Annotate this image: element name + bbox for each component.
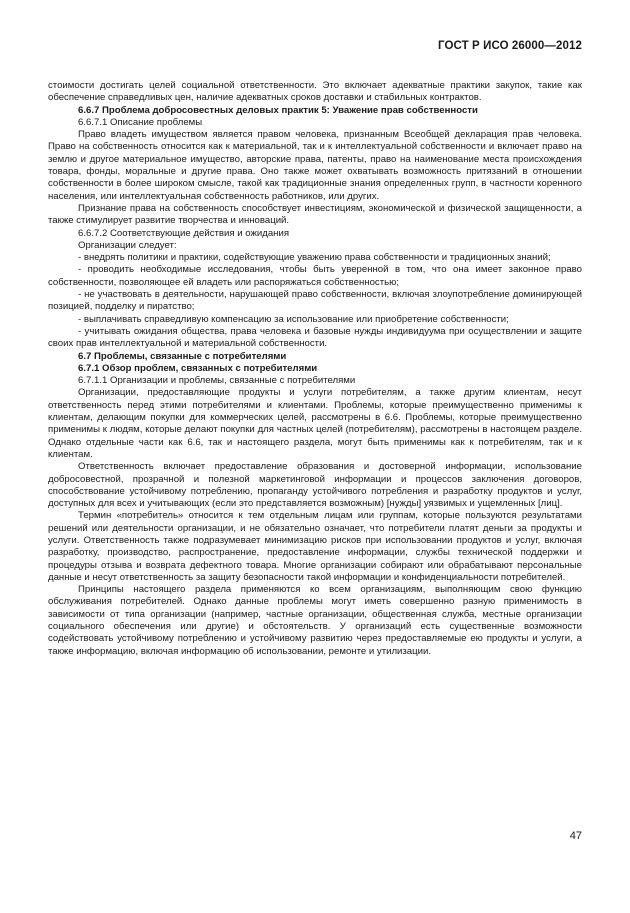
subsection-title: 6.7.1.1 Организации и проблемы, связанные с потребителями	[78, 375, 356, 387]
section-heading-6-7-1: 6.7.1 Обзор проблем, связанных с потребителями	[78, 362, 318, 374]
page-body	[48, 80, 582, 658]
paragraph: Термин «потребитель» относится к тем отдельным лицам или группам, которые пользуются результатами решений или деятельности организации, и не обязательно означает, что потребители платят деньги за продукты и услуги. Ответственность также подразумевает минимизацию рисков при использовании продуктов и услуг, включая разработку, производство, распространение, предоставление информации, службы технической поддержки и процедуры отзыва и возврата дефектного товара. Многие организации собирают или обрабатывают персональные данные и несут ответственность за защиту безопасности такой информации и конфиденциальности потребителей.	[48, 510, 582, 583]
list-item: - выплачивать справедливую компенсацию за использование или приобретение собственности;	[78, 313, 509, 325]
paragraph: Признание права на собственность способствует инвестициям, экономической и физической защищенности, а также стимулирует развитие творчества и инноваций.	[48, 202, 582, 227]
page-number: 47	[569, 830, 582, 842]
standard-header: ГОСТ Р ИСО 26000—2012	[437, 40, 582, 52]
paragraph: Организации, предоставляющие продукты и услуги потребителям, а также другим клиентам, несут ответственность перед этими потребителями и клиентами. Проблемы, которые преимущественно применимы к клиентам, делающим покупки для коммерческих целей, рассмотрены в 6.6. Проблемы, которые преимущественно применимы к людям, которые делают покупки для частных целей (потребителям), рассмотрены в настоящем разделе. Однако отдельные части как 6.6, так и настоящего раздела, могут быть применимы как к потребителям, так и к клиентам.	[48, 387, 582, 460]
section-heading-6-6-7: 6.6.7 Проблема добросовестных деловых практик 5: Уважение прав собственности	[78, 104, 478, 116]
list-item: - не участвовать в деятельности, нарушающей право собственности, включая злоупотребление доминирующей позицией, подделку и пиратство;	[48, 289, 582, 313]
list-item: - внедрять политики и практики, содействующие уважению права собственности и традиционных знаний;	[78, 252, 551, 264]
subsection-title: 6.6.7.2 Соответствующие действия и ожидания	[78, 227, 290, 239]
paragraph: Принципы настоящего раздела применяются ко всем организациям, выполняющим свою функцию обслуживания потребителей. Однако данные проблемы могут иметь совершенно разную применимость в зависимости от типа организации (например, частные организации, общественная служба, местные организации социального обеспечения или другие) и обстоятельств. У организаций есть существенные возможности содействовать устойчивому потреблению и устойчивому развитию через предоставляемые ею продукты и услуги, а также информацию, включая информацию об использовании, ремонте и утилизации.	[48, 584, 582, 657]
section-heading-6-7: 6.7 Проблемы, связанные с потребителями	[78, 350, 287, 362]
paragraph: Ответственность включает предоставление образования и достоверной информации, использование добросовестной, прозрачной и полезной маркетинговой информации и процессов заключения договоров, способствование устойчивому потреблению, пропаганду устойчивого потребления и разработку продуктов и услуг, доступных для всех и учитывающих (если это представляется возможным) [нужды] уязвимых и ущемленных [лиц].	[48, 461, 582, 510]
list-item: - проводить необходимые исследования, чтобы быть уверенной в том, что она имеет законное право собственности, позволяющее ей владеть или распоряжаться собственностью;	[48, 264, 582, 288]
paragraph: Организации следует:	[78, 239, 177, 251]
list-item: - учитывать ожидания общества, права человека и базовые нужды индивидуума при осуществлении и защите своих прав интеллектуальной и материальной собственности.	[48, 325, 582, 350]
paragraph: стоимости достигать целей социальной ответственности. Это включает адекватные практики закупок, такие как обеспечение справедливых цен, наличие адекватных сроков доставки и стабильных контрактов.	[48, 80, 582, 104]
paragraph: Право владеть имуществом является правом человека, признанным Всеобщей декларация прав человека. Право на собственность относится как к материальной, так и к интеллектуальной собственности и включает право на землю и другое материальное имущество, авторские права, патенты, право на наименование места происхождения товара, фонды, моральные и другие права. Оно также может охватывать возможность притязаний в отношении собственности в более широком смысле, такой как традиционные знания определенных групп, в частности коренного населения, или интеллектуальная собственность работников, или других.	[48, 129, 582, 202]
subsection-title: 6.6.7.1 Описание проблемы	[78, 116, 203, 128]
